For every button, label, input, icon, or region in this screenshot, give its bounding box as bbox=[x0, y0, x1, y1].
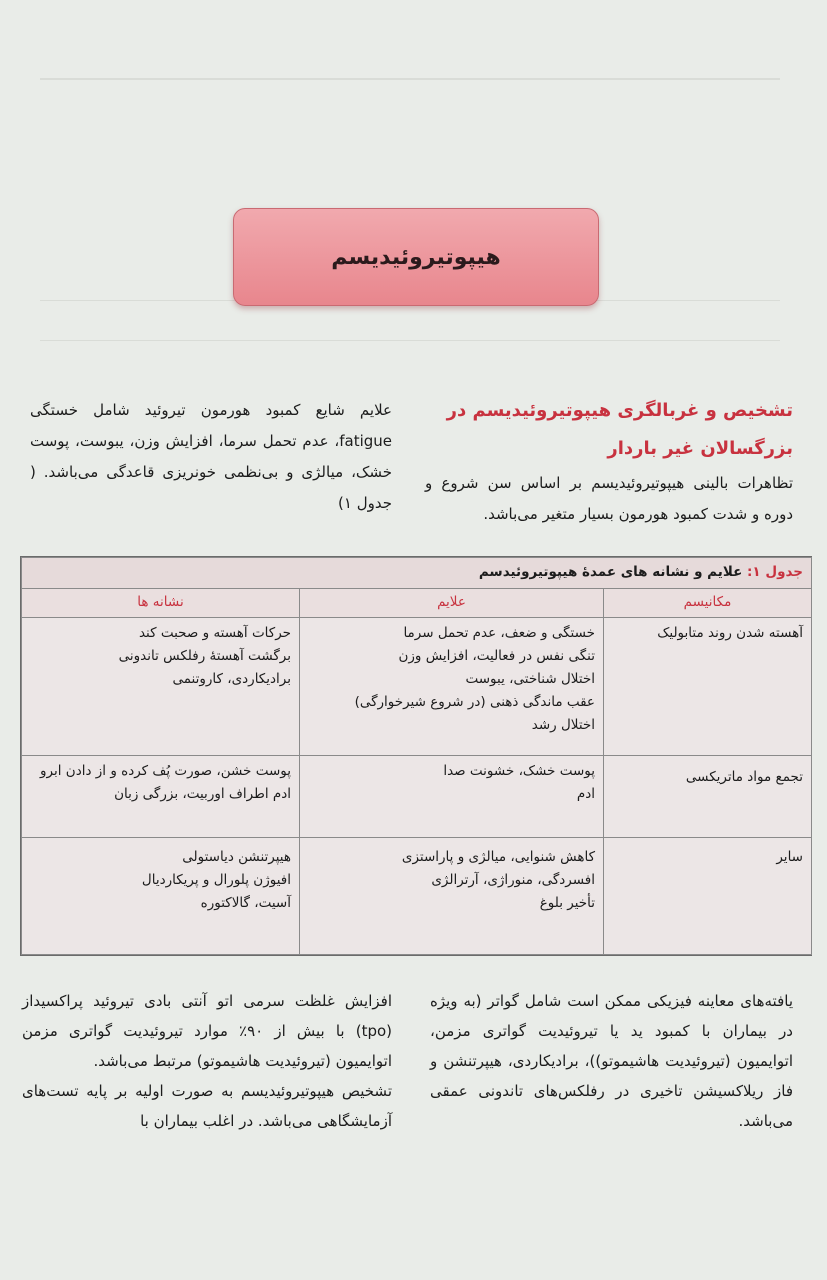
symptom-line: خستگی و ضعف، عدم تحمل سرما bbox=[403, 625, 595, 641]
symptom-line: ادم bbox=[576, 786, 595, 802]
symptom-line: کاهش شنوایی، میالژی و پاراستزی bbox=[401, 849, 595, 865]
symptoms-paragraph: علایم شایع کمبود هورمون تیروئید شامل خستگی fatigue، عدم تحمل سرما، افزایش وزن، یبوست، پوست خشک، میالژی و بی‌نظمی خونریزی قاعدگی می‌باشد. ( جدول ۱) bbox=[30, 401, 392, 512]
sign-line: هیپرتنشن دیاستولی bbox=[182, 849, 291, 865]
section-heading-line1: تشخیص و غربالگری هیپوتیروئیدیسم در bbox=[446, 400, 793, 421]
diagnosis-paragraph: تشخیص هیپوتیروئیدیسم به صورت اولیه بر پایه تست‌های آزمایشگاهی می‌باشد. در اغلب بیماران با bbox=[22, 1082, 392, 1130]
table-caption-number: جدول ۱: bbox=[747, 564, 803, 580]
symptoms-cell bbox=[300, 838, 604, 955]
chapter-title: هیپوتیروئیدیسم bbox=[331, 244, 501, 270]
bottom-right-column bbox=[430, 986, 793, 1136]
sign-line: پوست خشن، صورت پُف کرده و از دادن ابرو bbox=[40, 763, 291, 779]
sign-line: افیوژن پلورال و پریکاردیال bbox=[141, 872, 291, 888]
antibody-paragraph: افزایش غلظت سرمی اتو آنتی بادی تیروئید پراکسیداز (tpo) با بیش از ۹۰٪ موارد تیروئیدیت گواتری مزمن اتوایمیون (تیروئیدیت هاشیموتو) مرتبط می‌باشد. bbox=[22, 992, 393, 1070]
symptom-line: اختلال شناختی، یبوست bbox=[465, 671, 595, 687]
col-header-symptoms: علایم bbox=[300, 589, 604, 618]
table-row bbox=[22, 618, 812, 756]
table-caption bbox=[22, 558, 812, 589]
sign-line: برگشت آهستهٔ رفلکس تاندونی bbox=[118, 648, 291, 664]
symptom-line: افسردگی، منوراژی، آرترالژی bbox=[431, 872, 595, 888]
sign-line: آسیت، گالاکتوره bbox=[200, 895, 291, 911]
col-header-mechanism: مکانیسم bbox=[604, 589, 812, 618]
sign-line: حرکات آهسته و صحبت کند bbox=[138, 625, 291, 641]
symptom-line: تأخیر بلوغ bbox=[539, 895, 595, 911]
chapter-banner bbox=[233, 208, 599, 306]
left-column bbox=[30, 395, 392, 519]
signs-cell bbox=[22, 618, 300, 756]
table-caption-text: علایم و نشانه های عمدهٔ هیپوتیروئیدسم bbox=[478, 564, 747, 580]
right-column bbox=[425, 392, 793, 530]
symptoms-cell bbox=[300, 756, 604, 838]
symptom-line: اختلال رشد bbox=[531, 717, 595, 733]
sign-line: برادیکاردی، کاروتنمی bbox=[172, 671, 291, 687]
intro-paragraph: تظاهرات بالینی هیپوتیروئیدیسم بر اساس سن شروع و دوره و شدت کمبود هورمون بسیار متغیر می‌باشد. bbox=[425, 474, 793, 523]
sign-line: ادم اطراف اوربیت، بزرگی زبان bbox=[114, 786, 291, 802]
symptom-line: تنگی نفس در فعالیت، افزایش وزن bbox=[398, 648, 595, 664]
table-row bbox=[22, 838, 812, 955]
symptoms-table bbox=[20, 556, 812, 956]
mechanism-cell: تجمع مواد ماتریکسی bbox=[604, 756, 812, 838]
signs-cell bbox=[22, 838, 300, 955]
col-header-signs: نشانه ها bbox=[22, 589, 300, 618]
bleed-through-line bbox=[40, 78, 780, 80]
bleed-through-line bbox=[40, 340, 780, 341]
symptoms-cell bbox=[300, 618, 604, 756]
signs-cell bbox=[22, 756, 300, 838]
symptom-line: پوست خشک، خشونت صدا bbox=[443, 763, 595, 779]
exam-findings-paragraph: یافته‌های معاینه فیزیکی ممکن است شامل گواتر (به ویژه در بیماران با کمبود ید یا تیروئیدیت گواتری مزمن، اتوایمیون (تیروئیدیت هاشیموتو))، برادیکاردی، هیپرتنشن و فاز ریلاکسیشن تاخیری در رفلکس‌های تاندونی عمقی می‌باشد. bbox=[430, 992, 793, 1130]
mechanism-cell: سایر bbox=[604, 838, 812, 955]
table-row bbox=[22, 756, 812, 838]
bottom-left-column bbox=[22, 986, 392, 1136]
symptom-line: عقب ماندگی ذهنی (در شروع شیرخوارگی) bbox=[354, 694, 595, 710]
section-heading-line2: بزرگسالان غیر باردار bbox=[607, 438, 793, 459]
mechanism-cell: آهسته شدن روند متابولیک bbox=[604, 618, 812, 756]
